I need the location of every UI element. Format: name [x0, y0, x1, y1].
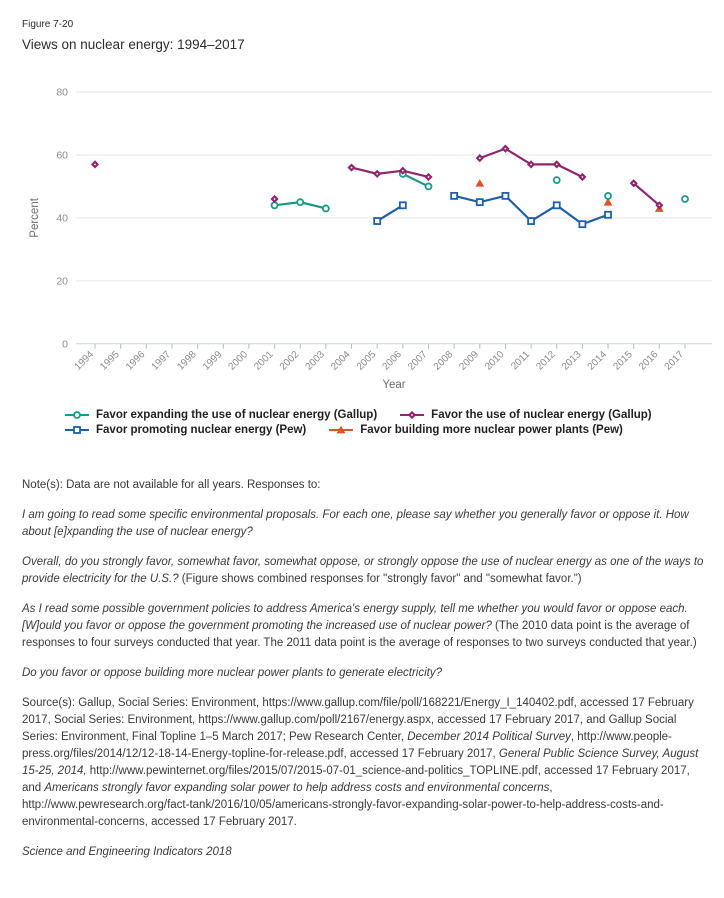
- note-paragraph: I am going to read some specific environmental proposals. For each one, please say whether you generally favor or oppose it. How about [e]xpanding the use of nuclear energy?: [22, 509, 689, 538]
- y-tick-label: 60: [56, 149, 68, 162]
- x-tick-label: 2005: [354, 349, 379, 373]
- x-tick-label: 2008: [431, 349, 456, 373]
- chart-svg: [0, 85, 724, 405]
- x-tick-label: 2013: [560, 349, 584, 373]
- circle-marker-icon: [64, 409, 90, 421]
- x-tick-label: 2006: [380, 349, 404, 373]
- page-title: Views on nuclear energy: 1994–2017: [22, 37, 245, 52]
- legend-label: Favor expanding the use of nuclear energy (Gallup): [96, 409, 378, 421]
- legend-label: Favor promoting nuclear energy (Pew): [96, 424, 307, 436]
- x-tick-label: 2009: [457, 349, 481, 373]
- x-tick-label: 2000: [226, 349, 251, 373]
- note-paragraph: Science and Engineering Indicators 2018: [22, 846, 232, 858]
- x-tick-label: 1996: [123, 349, 148, 373]
- x-tick-label: 1995: [98, 349, 122, 373]
- x-tick-label: 2014: [585, 349, 610, 373]
- y-tick-label: 80: [56, 86, 68, 99]
- x-tick-label: 2012: [534, 349, 558, 373]
- notes: [22, 477, 706, 874]
- note-paragraph: Source(s): Gallup, Social Series: Environment, https://www.gallup.com/file/poll/168221/Energy_I_140402.pdf, accessed 17 February 2017, Social Series: Environment, https://www.gallup.com/poll/2167/energy.aspx, accessed 17 February 2017, and Gallup Social Series: Environment, Final Topline 1–5 March 2017; Pew Research Center, December 2014 Political Survey, http://www.people-press.org/files/2014/12/12-18-14-Energy-topline-for-release.pdf, accessed 17 February 2017, General Public Science Survey, August 15-25, 2014, http://www.pewinternet.org/files/2015/07/2015-07-01_science-and-politics_TOPLINE.pdf, accessed 17 February 2017, and Americans strongly favor expanding solar power to help address costs and environmental concerns, http://www.pewresearch.org/fact-tank/2016/10/05/americans-strongly-favor-expanding-solar-power-to-help-address-costs-and-environmental-concerns, accessed 17 February 2017.: [22, 697, 699, 828]
- note-paragraph: Do you favor or oppose building more nuclear power plants to generate electricity?: [22, 667, 442, 679]
- x-tick-label: 2004: [329, 349, 353, 373]
- series-square: [374, 193, 611, 227]
- legend-row-2: [64, 424, 712, 436]
- legend-item-promoting-pew: [64, 424, 306, 436]
- x-tick-label: 2011: [509, 349, 533, 373]
- legend-label: Favor building more nuclear power plants (Pew): [360, 424, 623, 436]
- y-tick-label: 40: [56, 212, 68, 225]
- y-axis-title: Percent: [29, 198, 41, 238]
- x-tick-label: 2015: [611, 349, 635, 373]
- note-paragraph: As I read some possible government policies to address America's energy supply, tell me whether you would favor or oppose each. [W]ould you favor or oppose the government promoting the increased use of nuclear power? (The 2010 data point is the average of responses to four surveys conducted that year. The 2011 data point is the average of responses to two surveys conducted that year.): [22, 603, 697, 649]
- note-paragraph: Overall, do you strongly favor, somewhat favor, somewhat oppose, or strongly oppose the use of nuclear energy as one of the ways to provide electricity for the U.S.? (Figure shows combined responses for "strongly favor" and "somewhat favor."): [22, 556, 704, 585]
- x-tick-label: 2016: [636, 349, 661, 373]
- legend-item-expanding-gallup: [64, 409, 377, 421]
- triangle-marker-icon: [328, 424, 354, 436]
- y-tick-label: 20: [56, 275, 68, 288]
- chart-legend: [64, 409, 712, 436]
- x-tick-label: 2010: [483, 349, 507, 373]
- legend-label: Favor the use of nuclear energy (Gallup): [431, 409, 652, 421]
- square-marker-icon: [64, 424, 90, 436]
- x-tick-label: 1999: [200, 349, 225, 373]
- x-tick-label: 1997: [149, 349, 174, 373]
- legend-row-1: [64, 409, 712, 421]
- legend-item-favor-use-gallup: [399, 409, 651, 421]
- x-axis-title: Year: [382, 379, 406, 391]
- x-tick-label: 2002: [277, 349, 302, 373]
- x-tick-label: 2017: [662, 349, 687, 373]
- legend-item-building-plants-pew: [328, 424, 623, 436]
- x-tick-label: 2007: [406, 349, 430, 373]
- x-tick-label: 1994: [72, 349, 97, 373]
- figure-label: Figure 7-20: [22, 19, 74, 30]
- x-tick-label: 1998: [175, 349, 199, 373]
- y-tick-label: 0: [62, 338, 68, 351]
- diamond-marker-icon: [399, 409, 425, 421]
- series-diamond: [91, 145, 664, 210]
- x-tick-label: 2003: [303, 349, 327, 373]
- note-paragraph: Note(s): Data are not available for all years. Responses to:: [22, 479, 321, 491]
- x-tick-label: 2001: [252, 349, 276, 373]
